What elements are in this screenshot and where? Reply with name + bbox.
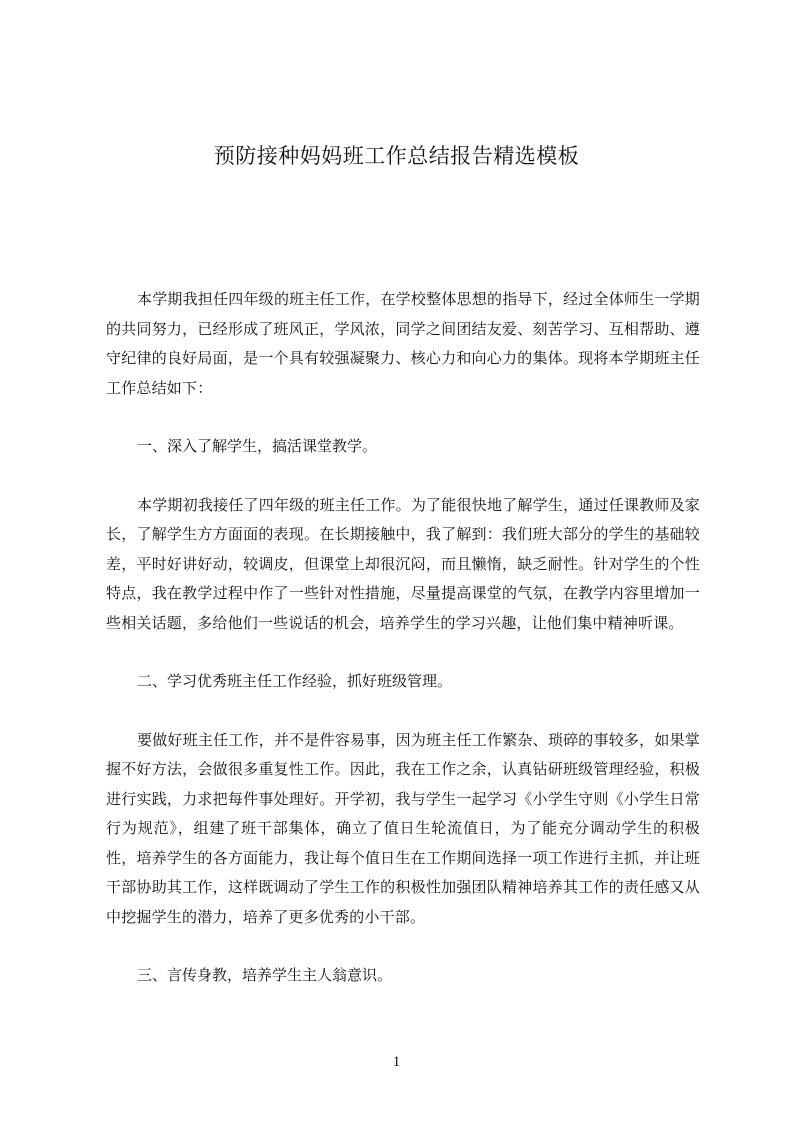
section-body-1: 本学期初我接任了四年级的班主任工作。为了能很快地了解学生，通过任课教师及家长，了解学生方方面面的表现。在长期接触中，我了解到：我们班大部分的学生的基础较差，平时好讲好动，较调皮，但课堂上却很沉闷，而且懒惰，缺乏耐性。针对学生的个性特点，我在教学过程中作了一些针对性措施，尽量提高课堂的气氛，在教学内容里增加一些相关话题，多给他们一些说话的机会，培养学生的学习兴趣，让他们集中精神听课。 [106,495,700,632]
document-title: 预防接种妈妈班工作总结报告精选模板 [213,144,580,168]
spacer [106,638,700,667]
spacer [106,403,700,432]
spacer [106,697,700,726]
spacer [106,462,700,491]
intro-paragraph: 本学期我担任四年级的班主任工作，在学校整体思想的指导下，经过全体师生一学期的共同努力，已经形成了班风正，学风浓，同学之间团结友爱、刻苦学习、互相帮助、遵守纪律的良好局面，是一个具有较强凝聚力、核心力和向心力的集体。现将本学期班主任工作总结如下： [106,290,700,397]
section-heading-1: 一、深入了解学生，搞活课堂教学。 [137,437,378,455]
spacer [106,932,700,961]
page-number: 1 [392,1054,401,1070]
section-heading-3: 三、言传身教，培养学生主人翁意识。 [137,966,393,984]
section-heading-2: 二、学习优秀班主任工作经验，抓好班级管理。 [137,672,453,690]
section-body-2: 要做好班主任工作，并不是件容易事，因为班主任工作繁杂、琐碎的事较多，如果掌握不好方法，会做很多重复性工作。因此，我在工作之余，认真钻研班级管理经验，积极进行实践，力求把每件事处理好。开学初，我与学生一起学习《小学生守则《小学生日常行为规范》，组建了班干部集体，确立了值日生轮流值日，为了能充分调动学生的积极性，培养学生的各方面能力，我让每个值日生在工作期间选择一项工作进行主抓，并让班干部协助其工作，这样既调动了学生工作的积极性加强团队精神培养其工作的责任感又从中挖掘学生的潜力，培养了更多优秀的小干部。 [106,730,700,926]
document-body [106,285,700,991]
